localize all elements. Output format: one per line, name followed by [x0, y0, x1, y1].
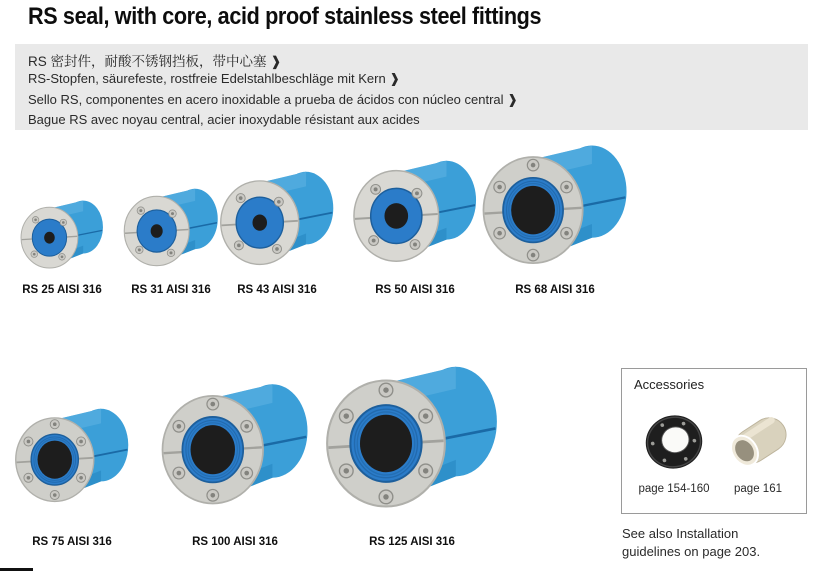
accessories-title: Accessories — [634, 377, 705, 392]
seal-product-image — [159, 364, 311, 526]
product-row-small-sizes — [0, 150, 830, 296]
seal-product-image — [351, 152, 479, 272]
product-rs-125-aisi-316 — [323, 332, 501, 548]
product-rs-31-aisi-316 — [121, 168, 221, 296]
page-title: RS seal, with core, acid proof stainless steel fittings — [28, 3, 542, 30]
product-label: RS 25 AISI 316 — [22, 284, 102, 296]
seal-product-image — [122, 184, 220, 272]
installation-note: See also Installation guidelines on page 203. — [622, 526, 761, 559]
product-rs-68-aisi-316 — [482, 123, 628, 296]
seal-product-image — [13, 386, 131, 526]
seal-product-image — [480, 139, 630, 272]
product-label: RS 43 AISI 316 — [237, 284, 317, 296]
product-label: RS 31 AISI 316 — [131, 284, 211, 296]
description-band — [15, 44, 808, 130]
accessory-item — [634, 409, 714, 495]
product-label: RS 75 AISI 316 — [32, 536, 112, 548]
product-rs-25-aisi-316 — [12, 182, 112, 296]
flange-accessory-icon — [634, 409, 714, 475]
accessory-item — [718, 409, 798, 495]
product-rs-75-aisi-316 — [10, 368, 134, 548]
product-label: RS 100 AISI 316 — [192, 536, 278, 548]
description-de: RS-Stopfen, säurefeste, rostfreie Edelstahlbeschläge mit Kern ❱ — [28, 71, 401, 86]
product-rs-43-aisi-316 — [222, 150, 332, 296]
product-label: RS 125 AISI 316 — [369, 536, 455, 548]
description-es: Sello RS, componentes en acero inoxidable a prueba de ácidos con núcleo central ❱ — [28, 92, 519, 107]
description-fr: Bague RS avec noyau central, acier inoxydable résistant aux acides — [28, 112, 420, 127]
product-label: RS 50 AISI 316 — [375, 284, 455, 296]
seal-product-image — [19, 198, 105, 272]
seal-product-image — [218, 166, 336, 272]
product-rs-50-aisi-316 — [353, 136, 477, 296]
accessories-box — [621, 368, 807, 514]
seal-product-image — [323, 350, 501, 526]
sleeve-accessory-icon — [718, 409, 798, 475]
product-label: RS 68 AISI 316 — [515, 284, 595, 296]
product-rs-100-aisi-316 — [160, 346, 310, 548]
accessory-page-ref: page 161 — [734, 483, 782, 495]
accessory-page-ref: page 154-160 — [638, 483, 710, 495]
description-zh: RS 密封件，耐酸不锈钢挡板，带中心塞 ❱ — [28, 54, 282, 69]
